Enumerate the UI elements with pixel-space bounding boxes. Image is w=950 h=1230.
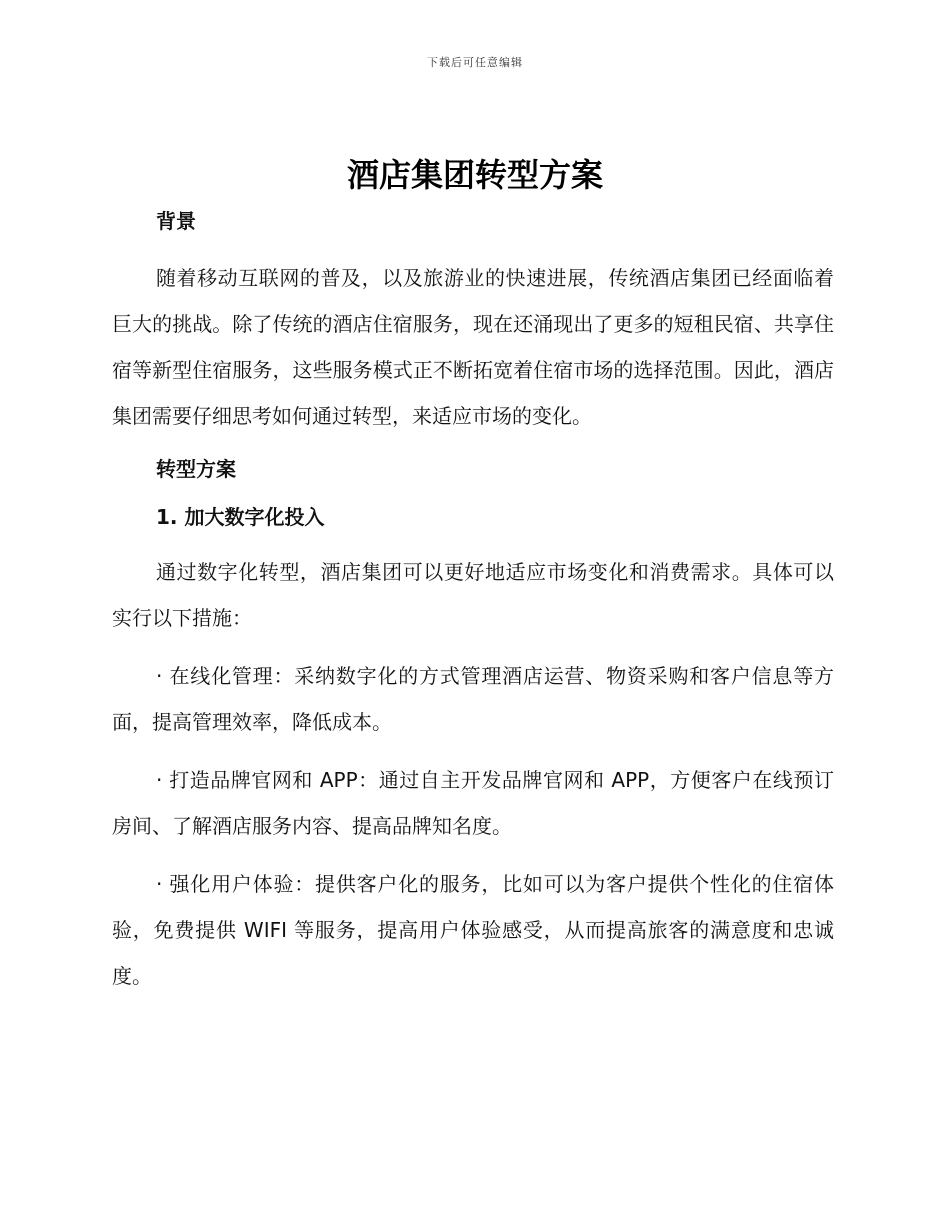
background-paragraph: 随着移动互联网的普及，以及旅游业的快速进展，传统酒店集团已经面临着巨大的挑战。除了传统的酒店住宿服务，现在还涌现出了更多的短租民宿、共享住宿等新型住宿服务，这些服务模式正不断拓宽着住宿市场的选择范围。因此，酒店集团需要仔细思考如何通过转型，来适应市场的变化。 bbox=[112, 266, 834, 428]
document-body bbox=[112, 203, 834, 999]
document-title: 酒店集团转型方案 bbox=[346, 156, 603, 194]
bullet-brand-website-app: · 打造品牌官网和 APP：通过自主开发品牌官网和 APP，方便客户在线预订房间、了解酒店服务内容、提高品牌知名度。 bbox=[112, 768, 834, 838]
bullet-online-management: · 在线化管理：采纳数字化的方式管理酒店运营、物资采购和客户信息等方面，提高管理效率，降低成本。 bbox=[112, 664, 834, 734]
section-heading-plan: 转型方案 bbox=[156, 457, 236, 481]
subheading-item-1: 1. 加大数字化投入 bbox=[156, 505, 325, 529]
section-heading-background: 背景 bbox=[156, 209, 196, 233]
header-note: 下载后可任意编辑 bbox=[427, 56, 523, 69]
item-1-intro-paragraph: 通过数字化转型，酒店集团可以更好地适应市场变化和消费需求。具体可以实行以下措施： bbox=[112, 560, 834, 630]
bullet-user-experience: · 强化用户体验：提供客户化的服务，比如可以为客户提供个性化的住宿体验，免费提供 WIFI 等服务，提高用户体验感受，从而提高旅客的满意度和忠诚度。 bbox=[112, 872, 834, 988]
